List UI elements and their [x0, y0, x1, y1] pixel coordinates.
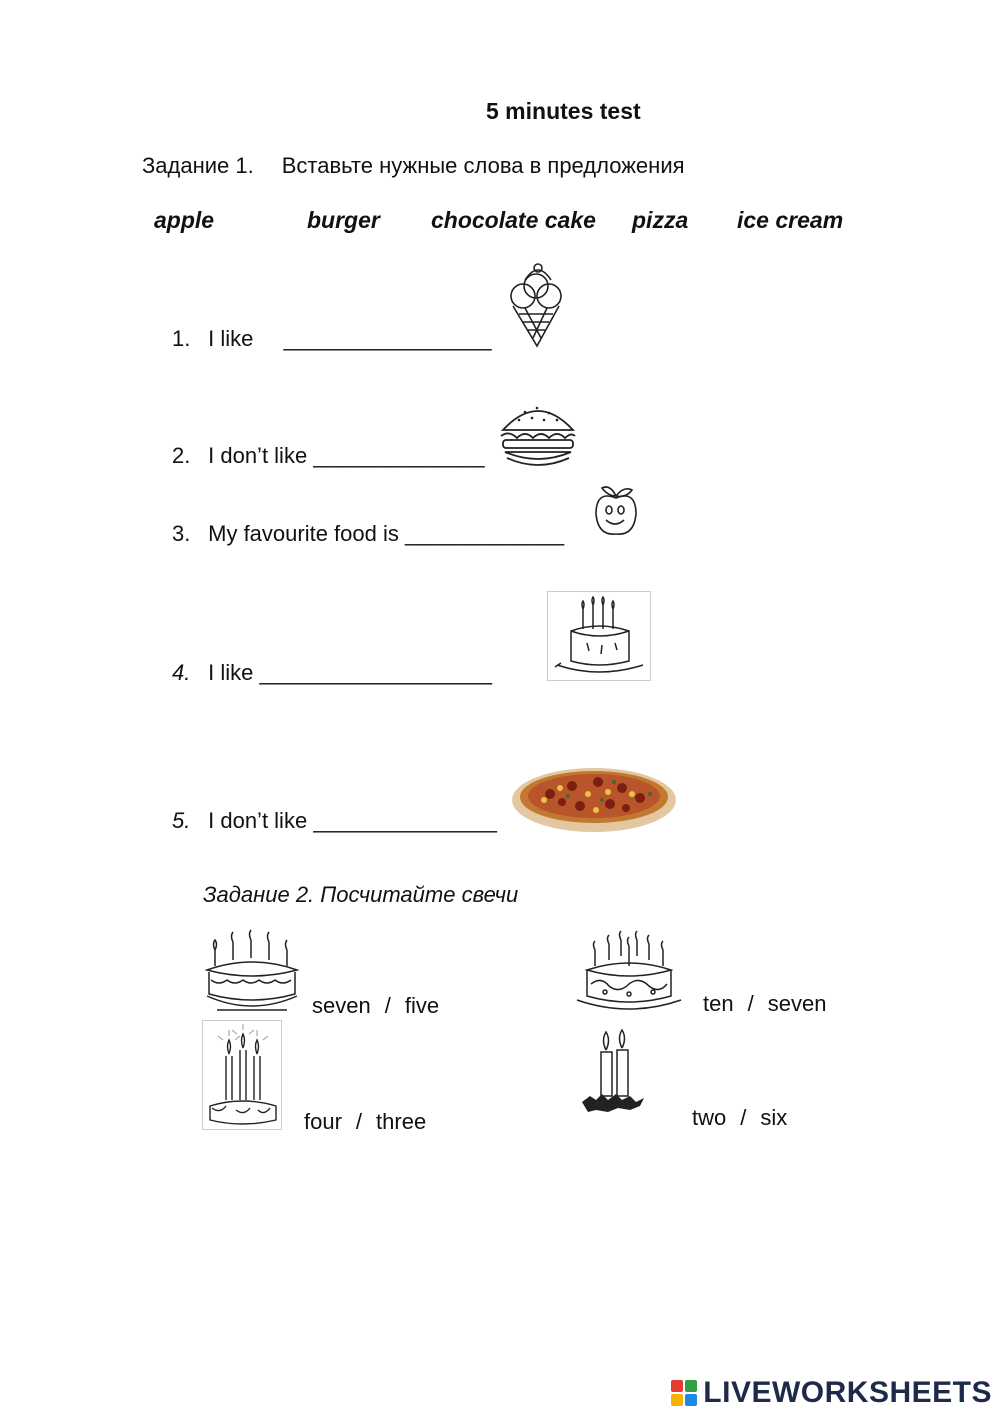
- two-candles-icon: [580, 1028, 650, 1112]
- exercise-3: [172, 521, 564, 547]
- cake-seven-candles-icon: [575, 936, 683, 1012]
- pizza-icon: [510, 764, 678, 834]
- choice-option-b[interactable]: three: [376, 1109, 427, 1134]
- logo-square: [685, 1380, 697, 1392]
- answer-blank-4[interactable]: ___________________: [259, 660, 492, 685]
- cake-icon: [547, 591, 651, 681]
- exercise-text: I like: [208, 326, 254, 351]
- choice-option-b[interactable]: five: [404, 993, 440, 1018]
- choice-option-a[interactable]: ten: [703, 991, 734, 1016]
- word-bank-ice-cream[interactable]: ice cream: [737, 207, 844, 233]
- word-bank-burger[interactable]: burger: [307, 207, 380, 233]
- answer-blank-3[interactable]: _____________: [405, 521, 565, 546]
- choice-option-a[interactable]: four: [304, 1109, 342, 1134]
- exercise-number: 3.: [172, 521, 191, 546]
- choice-option-b[interactable]: seven: [767, 991, 827, 1016]
- logo-square: [671, 1394, 683, 1406]
- exercise-text: I don’t like: [208, 443, 308, 468]
- word-bank-chocolate-cake[interactable]: chocolate cake: [431, 207, 596, 233]
- liveworksheets-logo[interactable]: [671, 1376, 992, 1410]
- task1-instruction: Вставьте нужные слова в предложения: [281, 153, 685, 178]
- ice-cream-icon: [503, 258, 569, 350]
- choice-option-a[interactable]: seven: [312, 993, 371, 1018]
- page-title: 5 minutes test: [486, 98, 641, 124]
- burger-icon: [497, 398, 579, 468]
- choice-option-b[interactable]: six: [760, 1105, 788, 1130]
- exercise-2: [172, 443, 485, 469]
- answer-blank-5[interactable]: _______________: [313, 808, 497, 833]
- logo-square: [685, 1394, 697, 1406]
- task1-heading: [142, 153, 685, 179]
- count-choice-4: two / six: [692, 1105, 788, 1130]
- brand-name: LIVEWORKSHEETS: [703, 1376, 992, 1409]
- task2-heading: Задание 2. Посчитайте свечи: [203, 882, 519, 907]
- liveworksheets-mark-icon: [671, 1380, 697, 1406]
- logo-square: [671, 1380, 683, 1392]
- word-bank-pizza[interactable]: pizza: [632, 207, 689, 233]
- answer-blank-1[interactable]: _________________: [283, 326, 492, 351]
- count-choice-2: ten / seven: [703, 991, 827, 1016]
- task1-label: Задание 1.: [142, 153, 254, 178]
- word-bank-apple[interactable]: apple: [154, 207, 215, 233]
- exercise-text: I like: [208, 660, 254, 685]
- exercise-1: [172, 326, 492, 352]
- count-choice-3: four / three: [304, 1109, 427, 1134]
- choice-option-a[interactable]: two: [692, 1105, 727, 1130]
- exercise-number: 4.: [172, 660, 191, 685]
- exercise-text: I don’t like: [208, 808, 308, 833]
- exercise-number: 1.: [172, 326, 191, 351]
- exercise-text: My favourite food is: [208, 521, 399, 546]
- exercise-number: 2.: [172, 443, 191, 468]
- exercise-number: 5.: [172, 808, 191, 833]
- count-choice-1: seven / five: [312, 993, 440, 1018]
- cake-five-candles-icon: [203, 936, 301, 1016]
- cake-three-candles-icon: [202, 1020, 282, 1130]
- answer-blank-2[interactable]: ______________: [313, 443, 485, 468]
- apple-icon: [590, 482, 642, 540]
- exercise-4: [172, 660, 492, 686]
- exercise-5: [172, 808, 497, 834]
